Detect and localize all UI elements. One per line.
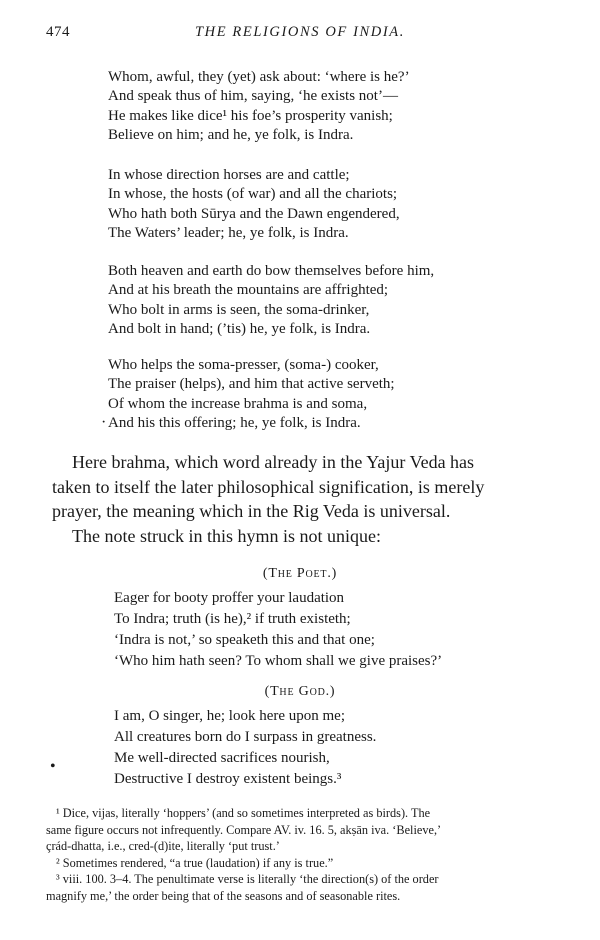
verse-line: The praiser (helps), and him that active serveth; (108, 376, 395, 393)
verse-line: Who helps the soma-presser, (soma-) cooker, (108, 357, 379, 373)
running-head (0, 24, 600, 46)
stanza-3 (108, 262, 434, 340)
page-number: 474 (46, 24, 70, 40)
footnote-line: same figure occurs not infrequently. Compare AV. iv. 16. 5, akṣān iva. ‘Believe,’ (46, 822, 442, 837)
footnote-line: ¹ Dice, vijas, literally ‘hoppers’ (and so sometimes interpreted as birds). The (56, 806, 431, 820)
verse-line: In whose, the hosts (of war) and all the chariots; (108, 186, 398, 203)
verse-line: Who bolt in arms is seen, the soma-drinker, (108, 301, 370, 318)
prose-line: The note struck in this hymn is not unique: (72, 525, 381, 546)
verse-line: He makes like dice¹ his foe’s prosperity vanish; (108, 107, 393, 124)
verse-line: ‘Who him hath seen? To whom shall we give praises?’ (114, 653, 443, 669)
verse-line: I am, O singer, he; look here upon me; (114, 708, 346, 724)
prose-line: taken to itself the later philosophical signification, is merely (52, 476, 485, 497)
verse-line: Me well-directed sacrifices nourish, (114, 750, 330, 766)
verse-line: And speak thus of him, saying, ‘he exists not’— (108, 88, 398, 105)
margin-mark: · (101, 414, 107, 431)
stanza-2 (108, 166, 400, 244)
poet-heading: (The Poet.) (262, 566, 338, 581)
verse-line: Whom, awful, they (yet) ask about: ‘where is he?’ (108, 69, 410, 85)
god-verse (114, 706, 376, 790)
footnote-line: magnify me,’ the order being that of the seasons and of seasonable rites. (46, 888, 401, 903)
verse-line: In whose direction horses are and cattle; (108, 167, 350, 183)
verse-line: And bolt in hand; (’tis) he, ye folk, is Indra. (108, 321, 371, 338)
running-title: THE RELIGIONS OF INDIA. (195, 24, 405, 40)
prose-line: prayer, the meaning which in the Rig Veda is universal. (52, 501, 451, 521)
footnotes (46, 805, 566, 905)
footnote-line: ² Sometimes rendered, “a true (laudation) if any is true.” (56, 855, 334, 870)
footnote-line: ³ viii. 100. 3–4. The penultimate verse is literally ‘the direction(s) of the order (56, 872, 439, 887)
verse-line: The Waters’ leader; he, ye folk, is Indra. (108, 225, 349, 242)
prose-line: Here brahma, which word already in the Yajur Veda has (72, 452, 475, 472)
footnote-line: çrád-dhatta, i.e., cred-(d)ite, literally ‘put trust.’ (46, 839, 280, 854)
verse-line: And his this offering; he, ye folk, is Indra. (108, 415, 361, 432)
verse-line: ‘Indra is not,’ so speaketh this and that one; (114, 632, 375, 648)
god-heading: (The God.) (264, 684, 336, 699)
poet-verse (114, 588, 442, 672)
verse-line: Both heaven and earth do bow themselves before him, (108, 263, 435, 279)
stanza-1 (108, 68, 410, 146)
verse-line: Eager for booty proffer your laudation (114, 590, 345, 606)
margin-mark: • (50, 758, 56, 775)
verse-line: To Indra; truth (is he),² if truth existeth; (114, 611, 351, 627)
prose-paragraph (52, 450, 572, 548)
verse-line: And at his breath the mountains are affrighted; (108, 282, 389, 299)
verse-line: All creatures born do I surpass in greatness. (114, 729, 377, 745)
stanza-4 (108, 356, 395, 434)
verse-line: Who hath both Sūrya and the Dawn engendered, (108, 205, 400, 222)
verse-line: Destructive I destroy existent beings.³ (114, 771, 342, 787)
verse-line: Of whom the increase brahma is and soma, (108, 395, 368, 412)
verse-line: Believe on him; and he, ye folk, is Indra. (108, 127, 354, 144)
